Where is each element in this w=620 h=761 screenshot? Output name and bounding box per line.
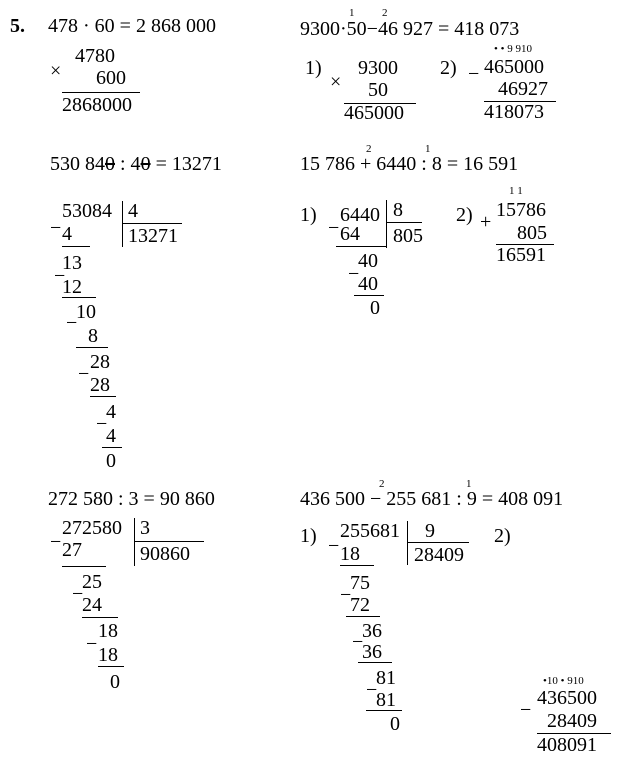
quotient: 805 xyxy=(393,225,423,247)
multiplier: 600 xyxy=(96,67,126,89)
step-value: 10 xyxy=(76,301,96,323)
quotient: 28409 xyxy=(414,544,464,566)
step-value: 40 xyxy=(358,273,378,295)
step-line xyxy=(98,666,124,667)
multiplier: 50 xyxy=(368,79,388,101)
step-line xyxy=(358,662,392,663)
step-value: 36 xyxy=(362,620,382,642)
minus-sign: − xyxy=(366,679,378,701)
result-line xyxy=(62,92,140,93)
multiplicand: 9300 xyxy=(358,57,398,79)
step-line xyxy=(102,447,122,448)
step-value: 40 xyxy=(358,250,378,272)
step-value: 18 xyxy=(98,620,118,642)
step-value: 4 xyxy=(106,401,116,423)
step-value: 25 xyxy=(82,571,102,593)
quotient-line xyxy=(122,223,182,224)
order-mark: 2 xyxy=(366,143,372,155)
equation: 272 580 : 3 = 90 860 xyxy=(48,488,215,510)
minus-sign: − xyxy=(86,633,98,655)
order-mark: 1 xyxy=(466,478,472,490)
equation: 15 786 + 6440 : 8 = 16 591 xyxy=(300,153,519,175)
product: 2868000 xyxy=(62,94,132,116)
step-value: 0 xyxy=(390,713,400,735)
times-sign: × xyxy=(50,60,62,82)
step-value: 4 xyxy=(62,223,72,245)
sum: 16591 xyxy=(496,244,546,266)
minus-sign: − xyxy=(468,63,480,85)
step-line xyxy=(62,246,90,247)
step-label: 2) xyxy=(440,57,457,79)
plus-sign: + xyxy=(480,211,492,233)
step-line xyxy=(76,347,108,348)
equation: 530 840 : 40 = 13271 xyxy=(50,153,222,175)
step-label: 1) xyxy=(300,525,317,547)
minus-sign: − xyxy=(50,531,62,553)
step-value: 8 xyxy=(88,325,98,347)
step-label: 2) xyxy=(494,525,511,547)
equation: 9300·50−46 927 = 418 073 xyxy=(300,18,520,40)
division-bar xyxy=(134,518,135,566)
subtrahend: 46927 xyxy=(498,78,548,100)
division-bar xyxy=(386,200,387,248)
step-value: 0 xyxy=(106,450,116,472)
minuend: 465000 xyxy=(484,56,544,78)
divisor: 3 xyxy=(140,517,150,539)
step-value: 81 xyxy=(376,667,396,689)
equation: 436 500 − 255 681 : 9 = 408 091 xyxy=(300,488,564,510)
quotient-line xyxy=(134,541,204,542)
multiplicand: 4780 xyxy=(75,45,115,67)
dividend: 272580 xyxy=(62,517,122,539)
step-line xyxy=(82,617,118,618)
addend: 15786 xyxy=(496,199,546,221)
minus-sign: − xyxy=(72,583,84,605)
minuend: 436500 xyxy=(537,687,597,709)
step-label: 1) xyxy=(300,204,317,226)
equation: 478 · 60 = 2 868 000 xyxy=(48,15,216,37)
step-line xyxy=(62,566,106,567)
divisor: 4 xyxy=(128,200,138,222)
dividend: 255681 xyxy=(340,520,400,542)
step-line xyxy=(336,246,386,247)
carry-marks: 1 1 xyxy=(509,185,523,197)
order-mark: 2 xyxy=(382,7,388,19)
minus-sign: − xyxy=(328,217,340,239)
minus-sign: − xyxy=(520,699,532,721)
step-label: 1) xyxy=(305,57,322,79)
subtrahend: 28409 xyxy=(547,710,597,732)
minus-sign: − xyxy=(66,312,78,334)
step-line xyxy=(62,297,96,298)
step-value: 64 xyxy=(340,223,360,245)
difference: 418073 xyxy=(484,101,544,123)
order-mark: 1 xyxy=(425,143,431,155)
order-mark: 2 xyxy=(379,478,385,490)
step-value: 18 xyxy=(340,543,360,565)
borrow-marks: • • 9 910 xyxy=(494,43,532,55)
divisor: 8 xyxy=(393,199,403,221)
problem-number: 5. xyxy=(10,15,25,37)
step-value: 24 xyxy=(82,594,102,616)
minus-sign: − xyxy=(352,631,364,653)
step-value: 81 xyxy=(376,689,396,711)
minus-sign: − xyxy=(50,217,62,239)
minus-sign: − xyxy=(348,263,360,285)
step-value: 18 xyxy=(98,644,118,666)
division-bar xyxy=(407,521,408,565)
quotient: 13271 xyxy=(128,225,178,247)
step-value: 12 xyxy=(62,276,82,298)
step-value: 0 xyxy=(110,671,120,693)
step-value: 4 xyxy=(106,425,116,447)
step-value: 13 xyxy=(62,252,82,274)
step-value: 75 xyxy=(350,572,370,594)
minus-sign: − xyxy=(78,363,90,385)
minus-sign: − xyxy=(96,413,108,435)
dividend: 6440 xyxy=(340,204,380,226)
order-mark: 1 xyxy=(349,7,355,19)
times-sign: × xyxy=(330,71,342,93)
step-value: 0 xyxy=(370,297,380,319)
quotient: 90860 xyxy=(140,543,190,565)
product: 465000 xyxy=(344,102,404,124)
step-value: 27 xyxy=(62,539,82,561)
addend: 805 xyxy=(517,222,547,244)
difference: 408091 xyxy=(537,734,597,756)
step-value: 36 xyxy=(362,641,382,663)
step-value: 28 xyxy=(90,374,110,396)
step-line xyxy=(90,396,116,397)
division-bar xyxy=(122,201,123,247)
step-value: 72 xyxy=(350,594,370,616)
minus-sign: − xyxy=(54,265,66,287)
step-line xyxy=(354,295,384,296)
step-line xyxy=(366,710,402,711)
step-value: 28 xyxy=(90,351,110,373)
divisor: 9 xyxy=(425,520,435,542)
quotient-line xyxy=(386,222,422,223)
dividend: 53084 xyxy=(62,200,112,222)
minus-sign: − xyxy=(340,584,352,606)
step-label: 2) xyxy=(456,204,473,226)
quotient-line xyxy=(407,542,469,543)
step-line xyxy=(346,616,380,617)
step-line xyxy=(340,565,374,566)
borrow-marks: •10 • 910 xyxy=(543,675,584,687)
minus-sign: − xyxy=(328,535,340,557)
